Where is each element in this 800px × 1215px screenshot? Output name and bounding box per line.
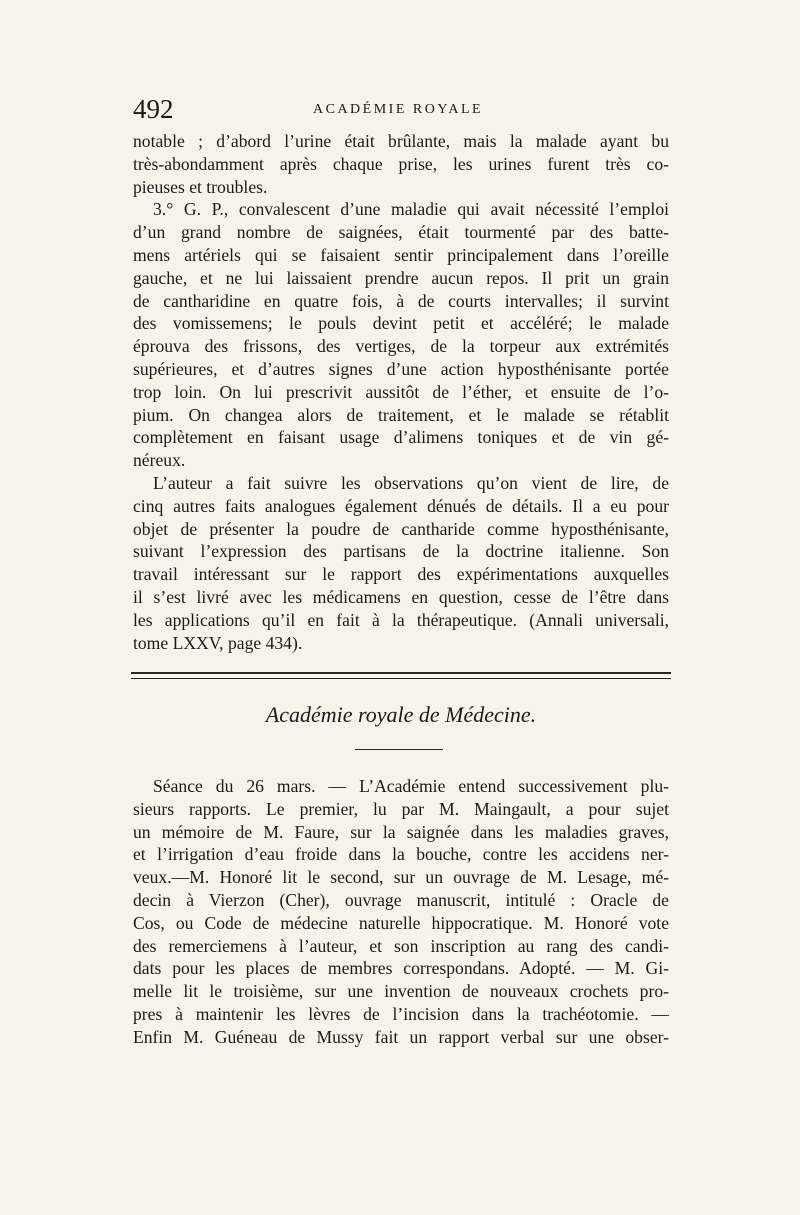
text-line: supérieures, et d’autres signes d’une action hyposthénisante portée bbox=[133, 358, 669, 379]
text-line: Séance du 26 mars. — L’Académie entend successivement plu- bbox=[153, 776, 669, 796]
text-line: des remerciemens à l’auteur, et son inscription au rang des candi- bbox=[133, 935, 669, 956]
text-line: pium. On changea alors de traitement, et le malade se rétablit bbox=[133, 404, 669, 425]
text-line: decin à Vierzon (Cher), ouvrage manuscrit, intitulé : Oracle de bbox=[133, 889, 669, 910]
text-line: Enfin M. Guéneau de Mussy fait un rapport verbal sur une obser- bbox=[133, 1026, 669, 1047]
text-line: très-abondamment après chaque prise, les urines furent très co- bbox=[133, 153, 669, 174]
text-line: cinq autres faits analogues également dénués de détails. Il a eu pour bbox=[133, 495, 669, 516]
text-line: Cos, ou Code de médecine naturelle hippocratique. M. Honoré vote bbox=[133, 912, 669, 933]
body-text-bottom bbox=[133, 775, 669, 1049]
text-line: d’un grand nombre de saignées, était tourmenté par des batte- bbox=[133, 222, 669, 243]
text-line: néreux. bbox=[133, 450, 186, 471]
text-line: melle lit le troisième, sur une invention de nouveaux crochets pro- bbox=[133, 981, 669, 1002]
page-number: 492 bbox=[133, 94, 174, 124]
text-line: mens artériels qui se faisaient sentir principalement dans l’oreille bbox=[133, 244, 669, 265]
text-line: notable ; d’abord l’urine était brûlante, mais la malade ayant bu bbox=[133, 131, 669, 151]
text-line: complètement en faisant usage d’alimens toniques et de vin gé- bbox=[133, 427, 669, 448]
text-line: trop loin. On lui prescrivit aussitôt de l’éther, et ensuite de l’o- bbox=[133, 381, 669, 402]
text-line: L’auteur a fait suivre les observations qu’on vient de lire, de bbox=[153, 472, 669, 493]
text-line: objet de présenter la poudre de cantharide comme hyposthénisante, bbox=[133, 518, 669, 539]
title-underline bbox=[355, 749, 443, 750]
text-line: et l’irrigation d’eau froide dans la bouche, contre les accidens ner- bbox=[133, 844, 669, 865]
text-line: des vomissemens; le pouls devint petit et accéléré; le malade bbox=[133, 313, 669, 334]
text-line: de cantharidine en quatre fois, à de courts intervalles; il survint bbox=[133, 290, 669, 311]
page-header bbox=[133, 94, 669, 128]
text-line: tome LXXV, page 434). bbox=[133, 632, 303, 653]
text-line: il s’est livré avec les médicamens en question, cesse de l’être dans bbox=[133, 586, 669, 607]
text-line: 3.° G. P., convalescent d’une maladie qui avait nécessité l’emploi bbox=[153, 199, 669, 220]
body-text-top bbox=[133, 130, 669, 654]
section-title: Académie royale de Médecine. bbox=[265, 702, 537, 727]
text-line: un mémoire de M. Faure, sur la saignée dans les maladies graves, bbox=[133, 821, 669, 842]
text-line: les applications qu’il en fait à la thérapeutique. (Annali universali, bbox=[133, 609, 669, 630]
text-line: dats pour les places de membres correspondans. Adopté. — M. Gi- bbox=[133, 958, 669, 979]
text-line: pres à maintenir les lèvres de l’incision dans la trachéotomie. — bbox=[133, 1003, 669, 1024]
text-line: pieuses et troubles. bbox=[133, 176, 268, 197]
text-line: suivant l’expression des partisans de la doctrine italienne. Son bbox=[133, 541, 669, 562]
text-line: gauche, et ne lui laissaient prendre aucun repos. Il prit un grain bbox=[133, 267, 669, 288]
text-line: travail intéressant sur le rapport des expérimentations auxquelles bbox=[133, 564, 669, 585]
section-divider bbox=[131, 672, 671, 679]
text-line: éprouva des frissons, des vertiges, de la torpeur aux extrémités bbox=[133, 336, 669, 357]
running-head: ACADÉMIE ROYALE bbox=[313, 102, 484, 117]
text-line: sieurs rapports. Le premier, lu par M. Maingault, a pour sujet bbox=[133, 798, 669, 819]
text-line: veux.—M. Honoré lit le second, sur un ouvrage de M. Lesage, mé- bbox=[133, 867, 669, 888]
